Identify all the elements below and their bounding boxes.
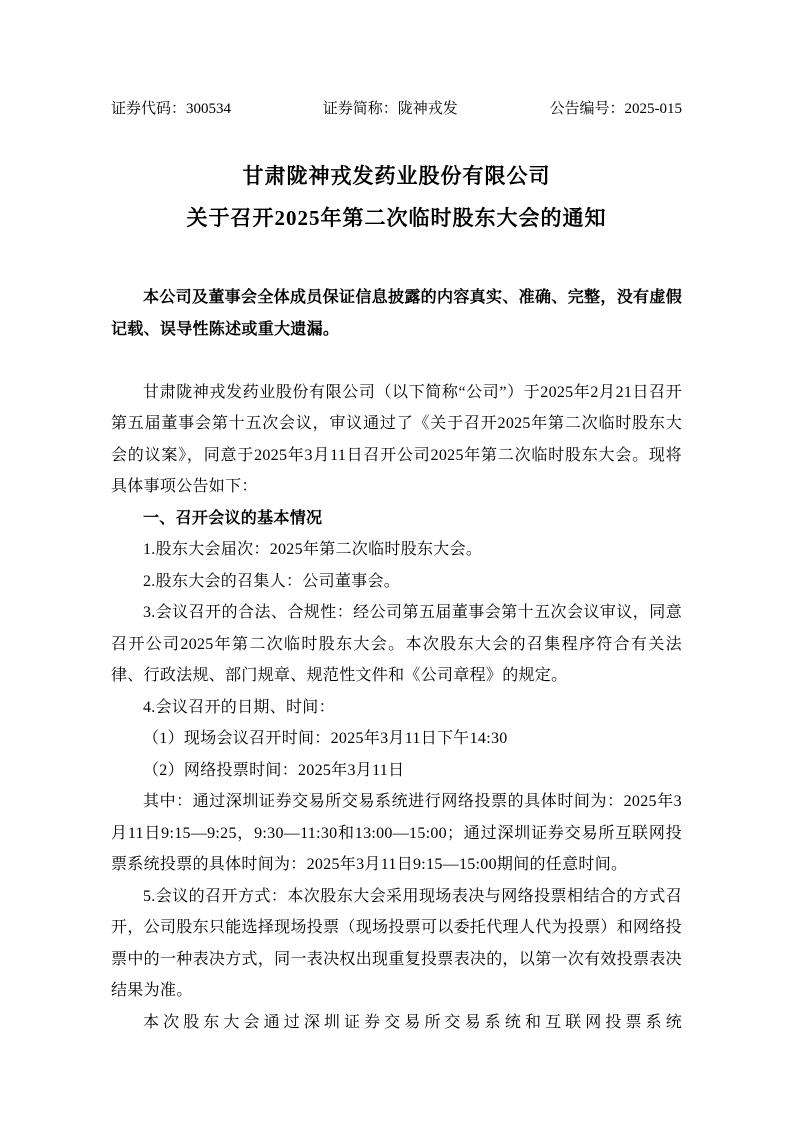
paragraph: 一、召开会议的基本情况: [143, 509, 323, 527]
paragraph: （2）网络投票时间：2025年3月11日: [143, 761, 405, 779]
announcement-number-label: 公告编号：: [549, 101, 625, 117]
paragraph: 4.会议召开的日期、时间：: [143, 698, 335, 716]
stock-name-label: 证券简称：: [322, 101, 398, 117]
stock-code: [111, 99, 231, 120]
stock-name-value: 陇神戎发: [397, 101, 458, 117]
announcement-number-value: 2025-015: [624, 101, 682, 117]
notice-title: 关于召开2025年第二次临时股东大会的通知: [186, 206, 607, 230]
paragraph: 其中：通过深圳证券交易所交易系统进行网络投票的具体时间为：2025年3月11日9:15—9:25，9:30—11:30和13:00—15:00；通过深圳证券交易所互联网投票系统投票的具体时间为：2025年3月11日9:15—15:00期间的任意时间。: [111, 793, 682, 873]
paragraph: 2.股东大会的召集人：公司董事会。: [143, 572, 401, 590]
paragraph: 本次股东大会通过深圳证券交易所交易系统和互联网投票系统: [143, 1013, 682, 1031]
paragraph: 本公司及董事会全体成员保证信息披露的内容真实、准确、完整，没有虚假记载、误导性陈述或重大遗漏。: [111, 289, 682, 338]
document-body: [111, 282, 682, 1038]
paragraph: 5.会议的召开方式：本次股东大会采用现场表决与网络投票相结合的方式召开，公司股东只能选择现场投票（现场投票可以委托代理人代为投票）和网络投票中的一种表决方式，同一表决权出现重复投票表决的，以第一次有效投票表决结果为准。: [111, 887, 682, 999]
paragraph: （1）现场会议召开时间：2025年3月11日下午14:30: [143, 730, 508, 747]
announcement-number: [549, 99, 682, 120]
stock-code-label: 证券代码：: [111, 101, 187, 117]
paragraph: 甘肃陇神戎发药业股份有限公司（以下简称“公司”）于2025年2月21日召开第五届董事会第十五次会议，审议通过了《关于召开2025年第二次临时股东大会的议案》，同意于2025年3月11日召开公司2025年第二次临时股东大会。现将具体事项公告如下：: [111, 383, 682, 495]
paragraph: 3.会议召开的合法、合规性：经公司第五届董事会第十五次会议审议，同意召开公司2025年第二次临时股东大会。本次股东大会的召集程序符合有关法律、行政法规、部门规章、规范性文件和《公司章程》的规定。: [111, 604, 682, 684]
company-name-title: 甘肃陇神戎发药业股份有限公司: [242, 164, 551, 188]
document-header: [111, 99, 682, 120]
stock-code-value: 300534: [186, 101, 232, 117]
paragraph: 1.股东大会届次：2025年第二次临时股东大会。: [143, 541, 483, 558]
stock-name: [323, 99, 458, 120]
